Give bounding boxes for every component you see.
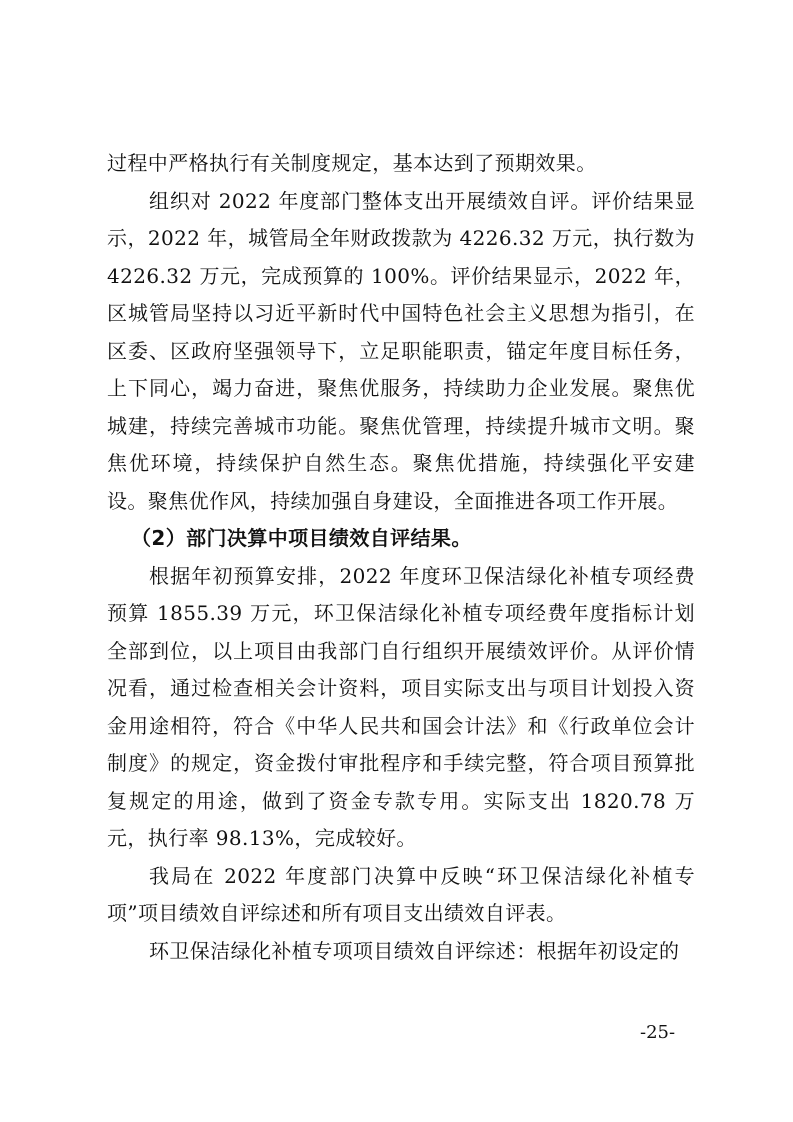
paragraph-overall-evaluation: 组织对 2022 年度部门整体支出开展绩效自评。评价结果显示，2022 年，城管局全年财政拨款为 4226.32 万元，执行数为 4226.32 万元，完成预算的 100%。评价结果显示，2022 年，区城管局坚持以习近平新时代中国特色社会主义思想为指引，在区委、区政府坚强领导下，立足职能职责，锚定年度目标任务，上下同心，竭力奋进，聚焦优服务，持续助力企业发展。聚焦优城建，持续完善城市功能。聚焦优管理，持续提升城市文明。聚焦优环境，持续保护自然生态。聚焦优措施，持续强化平安建设。聚焦优作风，持续加强自身建设，全面推进各项工作开展。	[107, 188, 695, 513]
section-heading: （2）部门决算中项目绩效自评结果。	[131, 526, 472, 550]
paragraph-continuation: 过程中严格执行有关制度规定，基本达到了预期效果。	[107, 151, 597, 175]
page-number: -25-	[640, 1022, 676, 1043]
paragraph-project-evaluation: 根据年初预算安排，2022 年度环卫保洁绿化补植专项经费预算 1855.39 万元，环卫保洁绿化补植专项经费年度指标计划全部到位，以上项目由我部门自行组织开展绩效评价。从评价情况看，通过检查相关会计资料，项目实际支出与项目计划投入资金用途相符，符合《中华人民共和国会计法》和《行政单位会计制度》的规定，资金拨付审批程序和手续完整，符合项目预算批复规定的用途，做到了资金专款专用。实际支出 1820.78 万元，执行率 98.13%，完成较好。	[107, 563, 695, 850]
body-text	[107, 145, 695, 970]
paragraph-summary-start: 环卫保洁绿化补植专项项目绩效自评综述：根据年初设定的	[149, 938, 680, 963]
paragraph-report-note: 我局在 2022 年度部门决算中反映“环卫保洁绿化补植专项”项目绩效自评综述和所有项目支出绩效自评表。	[107, 863, 695, 925]
